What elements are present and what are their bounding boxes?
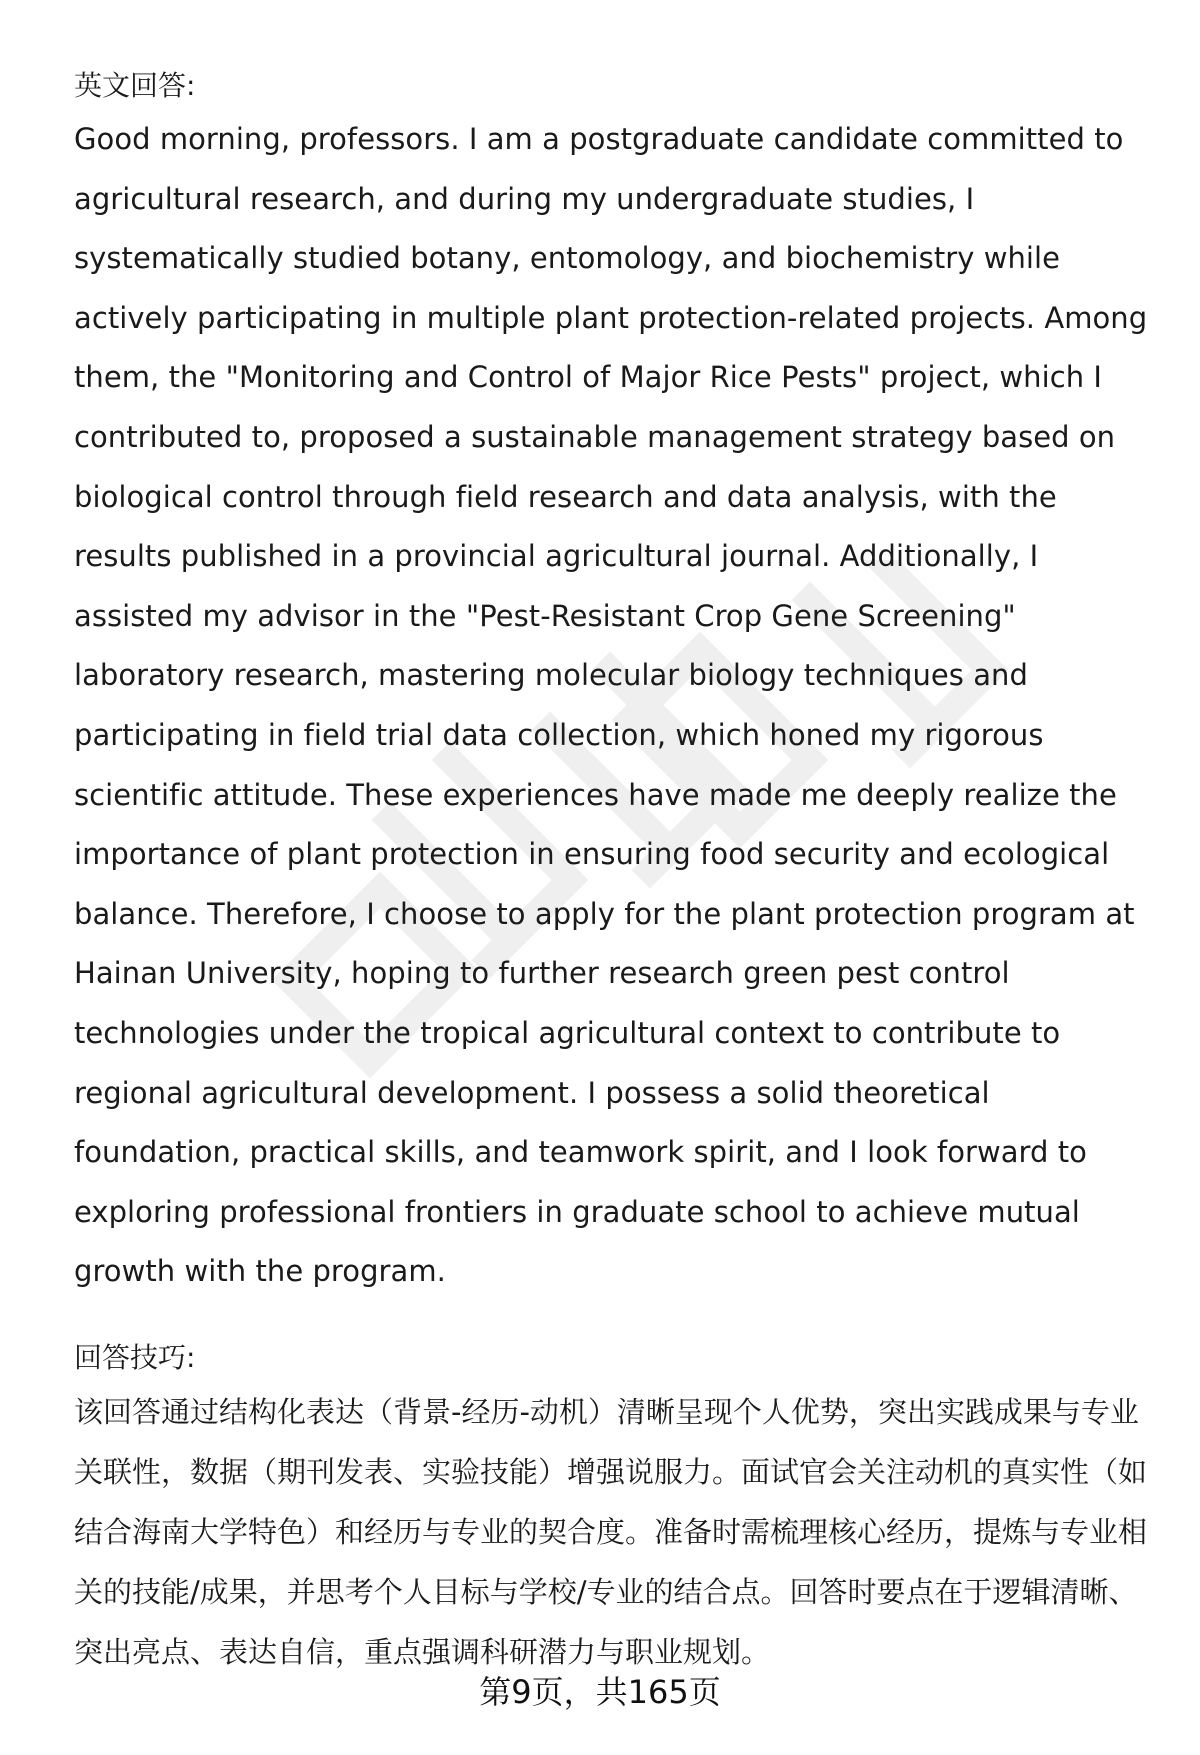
main-content xyxy=(74,62,1154,1682)
page-number-footer: 第9页，共165页 xyxy=(479,1673,721,1711)
english-answer-paragraph: Good morning, professors. I am a postgraduate candidate committed to agricultural research, and during my undergraduate studies, I systematically studied botany, entomology, and biochemistry while actively participating in multiple plant protection-related projects. Among them, the "Monitoring and Control of Major Rice Pests" project, which I contributed to, proposed a sustainable management strategy based on biological control through field research and data analysis, with the results published in a provincial agricultural journal. Additionally, I assisted my advisor in the "Pest-Resistant Crop Gene Screening" laboratory research, mastering molecular biology techniques and participating in field trial data collection, which honed my rigorous scientific attitude. These experiences have made me deeply realize the importance of plant protection in ensuring food security and ecological balance. Therefore, I choose to apply for the plant protection program at Hainan University, hoping to further research green pest control technologies under the tropical agricultural context to contribute to regional agricultural development. I possess a solid theoretical foundation, practical skills, and teamwork spirit, and I look forward to exploring professional frontiers in graduate school to achieve mutual growth with the program. xyxy=(74,122,1148,1289)
answer-tips-paragraph: 该回答通过结构化表达（背景-经历-动机）清晰呈现个人优势，突出实践成果与专业关联性，数据（期刊发表、实验技能）增强说服力。面试官会关注动机的真实性（如结合海南大学特色）和经历与专业的契合度。准备时需梳理核心经历，提炼与专业相关的技能/成果，并思考个人目标与学校/专业的结合点。回答时要点在于逻辑清晰、突出亮点、表达自信，重点强调科研潜力与职业规划。 xyxy=(74,1394,1148,1669)
tips-heading: 回答技巧: xyxy=(74,1340,196,1374)
answer-heading: 英文回答: xyxy=(74,69,196,102)
